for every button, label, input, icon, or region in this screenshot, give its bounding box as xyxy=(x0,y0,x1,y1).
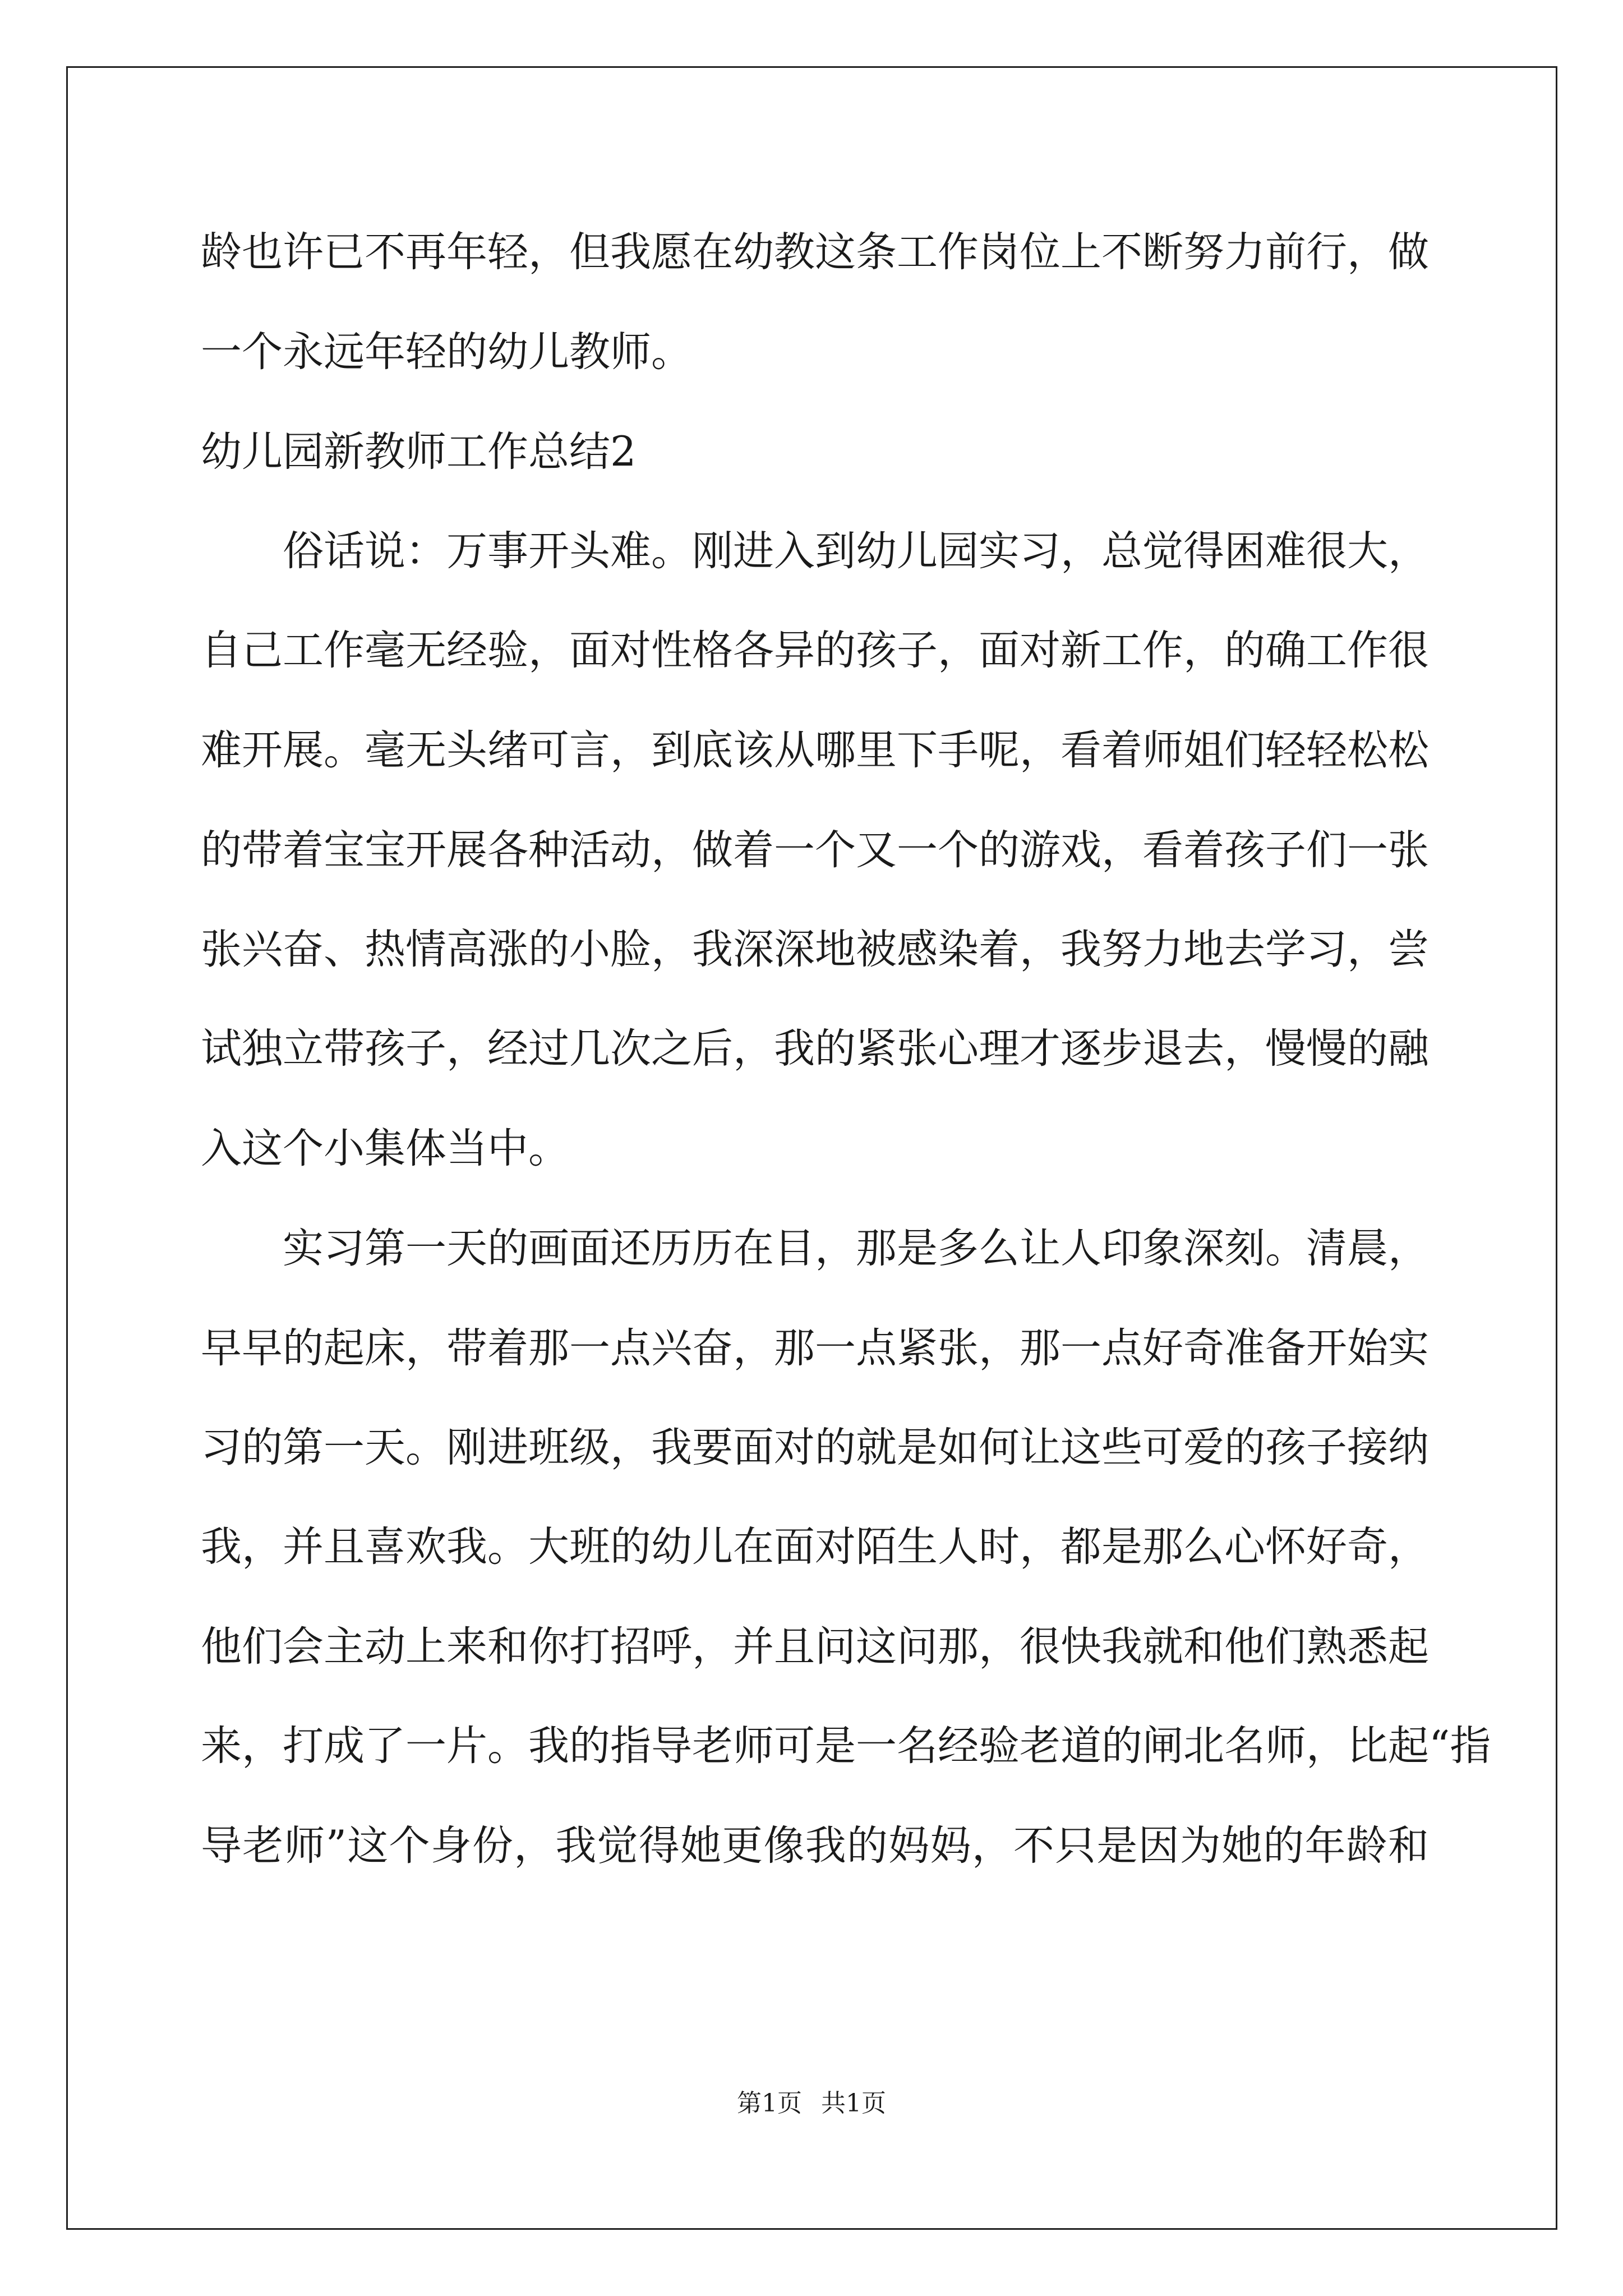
text-line: 来，打成了一片。我的指导老师可是一名经验老道的闸北名师，比起“指 xyxy=(201,1722,1491,1770)
text-line: 入这个小集体当中。 xyxy=(201,1125,569,1172)
text-line: 他们会主动上来和你打招呼，并且问这问那，很快我就和他们熟悉起 xyxy=(201,1623,1429,1671)
text-line: 试独立带孩子，经过几次之后，我的紧张心理才逐步退去，慢慢的融 xyxy=(201,1025,1429,1073)
text-line: 一个永远年轻的幼儿教师。 xyxy=(201,328,692,376)
text-line: 龄也许已不再年轻，但我愿在幼教这条工作岗位上不断努力前行，做 xyxy=(201,228,1429,276)
text-line: 自己工作毫无经验，面对性格各异的孩子，面对新工作，的确工作很 xyxy=(201,627,1429,674)
text-line: 早早的起床，带着那一点兴奋，那一点紧张，那一点好奇准备开始实 xyxy=(201,1324,1429,1372)
text-line: 导老师”这个身份，我觉得她更像我的妈妈，不只是因为她的年龄和 xyxy=(201,1822,1429,1870)
text-line: 习的第一天。刚进班级，我要面对的就是如何让这些可爱的孩子接纳 xyxy=(201,1424,1429,1471)
text-line: 难开展。毫无头绪可言，到底该从哪里下手呢，看着师姐们轻轻松松 xyxy=(201,726,1429,774)
page-footer xyxy=(0,2087,1623,2120)
text-line: 张兴奋、热情高涨的小脸，我深深地被感染着，我努力地去学习，尝 xyxy=(201,926,1429,973)
page-number: 第1页 xyxy=(737,2089,802,2118)
text-line: 的带着宝宝开展各种活动，做着一个又一个的游戏，看着孩子们一张 xyxy=(201,826,1429,874)
text-line: 实习第一天的画面还历历在目，那是多么让人印象深刻。清晨， xyxy=(283,1225,1429,1272)
text-line: 我，并且喜欢我。大班的幼儿在面对陌生人时，都是那么心怀好奇， xyxy=(201,1523,1429,1571)
section-heading: 幼儿园新教师工作总结2 xyxy=(201,428,637,476)
page-total: 共1页 xyxy=(821,2089,886,2118)
text-line: 俗话说：万事开头难。刚进入到幼儿园实习，总觉得困难很大， xyxy=(283,527,1429,575)
